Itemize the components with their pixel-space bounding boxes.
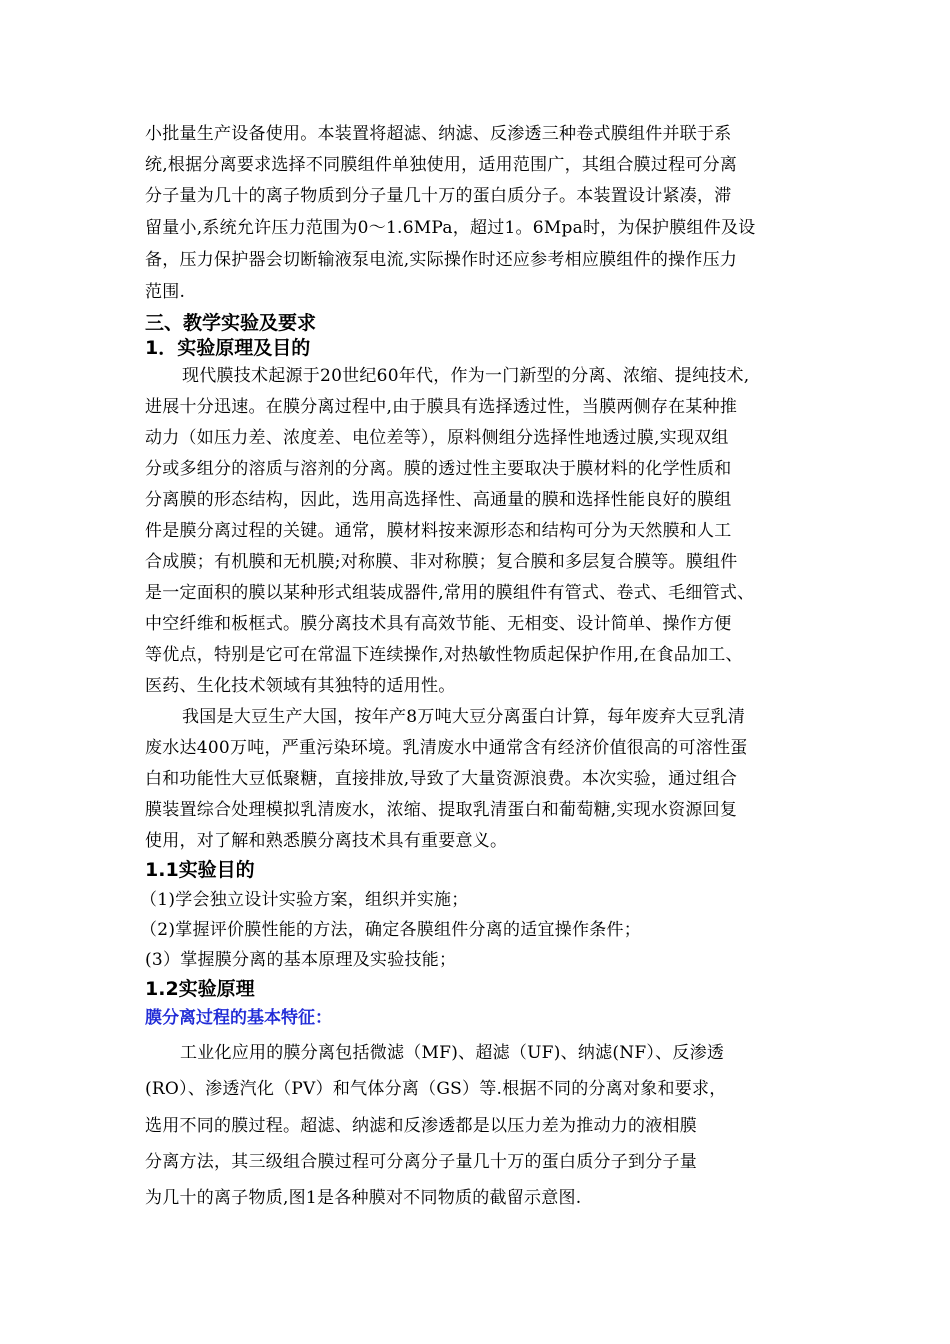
- intro-line: 留量小,系统允许压力范围为0～1.6MPa，超过1。6Mpa时，为保护膜组件及设: [145, 218, 756, 238]
- intro-line: 小批量生产设备使用。本装置将超滤、纳滤、反渗透三种卷式膜组件并联于系: [145, 124, 732, 144]
- process-line: 工业化应用的膜分离包括微滤（MF)、超滤（UF)、纳滤(NF）、反渗透: [180, 1043, 725, 1063]
- objectives-heading: 1.1实验目的: [145, 859, 255, 881]
- membrane-line: 等优点，特别是它可在常温下连续操作,对热敏性物质起保护作用,在食品加工、: [145, 645, 743, 665]
- objective-item: （1)学会独立设计实验方案，组织并实施；: [140, 890, 469, 910]
- membrane-line: 进展十分迅速。在膜分离过程中,由于膜具有选择透过性，当膜两侧存在某种推: [145, 397, 738, 417]
- soy-line: 我国是大豆生产大国，按年产8万吨大豆分离蛋白计算，每年废弃大豆乳清: [182, 707, 746, 727]
- section-heading: 三、教学实验及要求: [145, 312, 317, 334]
- intro-line: 范围.: [145, 282, 186, 302]
- intro-line: 分子量为几十的离子物质到分子量几十万的蛋白质分子。本装置设计紧凑，滞: [145, 186, 732, 206]
- membrane-line: 医药、生化技术领域有其独特的适用性。: [145, 676, 456, 696]
- process-line: (RO）、渗透汽化（PV）和气体分离（GS）等.根据不同的分离对象和要求，: [145, 1079, 727, 1099]
- intro-line: 备，压力保护器会切断输液泵电流,实际操作时还应参考相应膜组件的操作压力: [145, 250, 738, 270]
- process-line: 为几十的离子物质,图1是各种膜对不同物质的截留示意图.: [145, 1188, 582, 1208]
- membrane-line: 动力（如压力差、浓度差、电位差等），原料侧组分选择性地透过膜,实现双组: [145, 428, 729, 448]
- membrane-line: 分离膜的形态结构，因此，选用高选择性、高通量的膜和选择性能良好的膜组: [145, 490, 732, 510]
- principle-heading: 1.2实验原理: [145, 978, 255, 1000]
- process-line: 选用不同的膜过程。超滤、纳滤和反渗透都是以压力差为推动力的液相膜: [145, 1116, 697, 1136]
- membrane-line: 中空纤维和板框式。膜分离技术具有高效节能、无相变、设计简单、操作方便: [145, 614, 732, 634]
- process-line: 分离方法，其三级组合膜过程可分离分子量几十万的蛋白质分子到分子量: [145, 1152, 697, 1172]
- membrane-line: 件是膜分离过程的关键。通常，膜材料按来源形态和结构可分为天然膜和人工: [145, 521, 732, 541]
- membrane-line: 合成膜；有机膜和无机膜;对称膜、非对称膜；复合膜和多层复合膜等。膜组件: [145, 552, 738, 572]
- objective-item: （2)掌握评价膜性能的方法，确定各膜组件分离的适宜操作条件；: [140, 920, 641, 940]
- soy-line: 使用，对了解和熟悉膜分离技术具有重要意义。: [145, 831, 508, 851]
- membrane-line: 现代膜技术起源于20世纪60年代，作为一门新型的分离、浓缩、提纯技术,: [182, 366, 750, 386]
- soy-line: 废水达400万吨，严重污染环境。乳清废水中通常含有经济价值很高的可溶性蛋: [145, 738, 748, 758]
- process-feature-subheading: 膜分离过程的基本特征：: [145, 1008, 332, 1028]
- subsection-heading: 1．实验原理及目的: [145, 337, 311, 359]
- objective-item: (3）掌握膜分离的基本原理及实验技能；: [145, 950, 457, 970]
- membrane-line: 是一定面积的膜以某种形式组装成器件,常用的膜组件有管式、卷式、毛细管式、: [145, 583, 755, 603]
- membrane-line: 分或多组分的溶质与溶剂的分离。膜的透过性主要取决于膜材料的化学性质和: [145, 459, 732, 479]
- soy-line: 白和功能性大豆低聚糖，直接排放,导致了大量资源浪费。本次实验，通过组合: [145, 769, 738, 789]
- intro-line: 统,根据分离要求选择不同膜组件单独使用，适用范围广，其组合膜过程可分离: [145, 155, 738, 175]
- soy-line: 膜装置综合处理模拟乳清废水，浓缩、提取乳清蛋白和葡萄糖,实现水资源回复: [145, 800, 738, 820]
